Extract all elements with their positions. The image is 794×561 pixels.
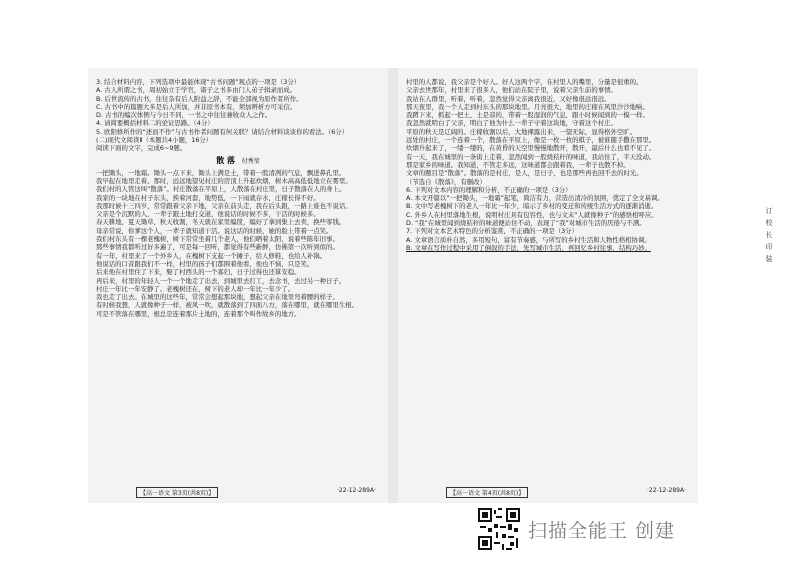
option-line: C. 古书中的篇题大多是后人所加，并非原书本有，须加辨析方可采信。: [96, 102, 297, 111]
right-page-number: 【高一语文 第4页(共8页)】: [446, 487, 528, 498]
qr-code-icon: [478, 508, 520, 550]
question-line: 5. 欧阳修所作的“述而不作”与古书作者问题有何关联？请结合材料谈谈你的看法。（6分）: [96, 127, 349, 136]
body-line: 有一天，我在城里的一条街上走着，忽然闻到一股烧秸秆的味道，我站住了，半天没动。: [406, 152, 656, 161]
body-line: 有时候我想，人就像种子一样，被风一吹，就散落到了四面八方，落在哪里，就在哪里生根。: [96, 301, 359, 310]
scanned-spread: [88, 68, 698, 503]
body-line: 他说话的口音跟我们不一样，村里的孩子们都围着他看，他也不恼，只是笑。: [96, 259, 314, 268]
option-line: D. “我”在城里闻到烧秸秆的味道便站住不动，表现了“我”对城市生活的厌倦与不满。: [406, 219, 646, 228]
body-line: 可是不管落在哪里，根总是连着那片土地的，连着那个叫作故乡的地方。: [96, 309, 301, 318]
source-note: （节选自《散落》，有删改）: [406, 177, 486, 186]
sidebar-char: 印: [765, 243, 773, 251]
question-line: 4. 请简要概括材料二的论证思路。（4分）: [96, 119, 214, 128]
question-line: 7. 下列对文本艺术特色的分析鉴赏，不正确的一项是（3分）: [406, 227, 578, 236]
left-page-code: ·22-12-289A·: [337, 487, 376, 494]
binding-sidebar: [762, 205, 776, 265]
body-line: 那是家乡的味道。我知道，不管走多远，这味道都会跟着我，一辈子也散不掉。: [406, 160, 630, 169]
option-line: B. 后世流传的古书，往往杂有后人附益之辞，不能全部视为原作者所作。: [96, 94, 303, 103]
right-page-code: ·22-12-289A·: [647, 487, 686, 494]
scanner-watermark: 扫描全能王 创建: [528, 520, 676, 542]
question-line: 3. 结合材料内容，下列选项中最能体现“古书问题”观点的一项是（3分）: [96, 78, 301, 86]
body-line: 村里的人都说，我父亲是个好人。好人这两个字，在村里人的嘴里，分量是很重的。: [406, 78, 643, 86]
body-line: 我忽然就明白了父亲，明白了他为什么一辈子守着这块地，守着这个村庄。: [406, 119, 617, 128]
option-line: A. 本文开篇以“一把锄头，一地霜”起笔，简洁有力，营造出清冷的氛围，奠定了全文基调。: [406, 194, 664, 203]
section-heading: (二)现代文阅读Ⅱ（本题共4小题，16分）: [96, 136, 213, 145]
body-line: 我们村的人管这叫“散落”。村庄散落在平原上，人散落在村庄里，日子散落在人的身上。: [96, 185, 346, 194]
page-gutter: [388, 68, 398, 503]
option-line: C. 外乡人在村里落地生根，说明村庄具有包容性，也与文末“人就像种子”的感悟相呼应。: [406, 210, 658, 219]
option-line: B. 文章在写作过程中采用了倒叙的手法，先写城市生活，再回忆乡村往事，结构巧妙。: [406, 243, 651, 252]
sidebar-char: 校: [765, 219, 773, 227]
right-page-text: [406, 78, 690, 252]
body-line: 我们村东头有一棵老槐树，树下常常坐着几个老人，他们晒着太阳，说着些陈年旧事。: [96, 235, 339, 244]
option-line: D. 古书的编次体例与今日不同，一书之中往往兼收众人之作。: [96, 111, 272, 120]
body-line: 那天夜里，我一个人走到村东头的那块地里。月亮很大，地里的庄稼在风里沙沙地响。: [406, 102, 649, 111]
body-line: 我也走了出去。在城里的这些年，常常会想起那块地，想起父亲在地里弯着腰的样子。: [96, 293, 339, 302]
essay-title-text: 散 落: [216, 155, 235, 165]
option-line: A. 古人所谓之书，周初始立于学官，诸子之书多由门人弟子辑录而成。: [96, 86, 297, 95]
body-line: 母亲常说，你爹这个人，一辈子就知道干活。说这话的时候，她的脸上带着一点笑。: [96, 226, 333, 235]
body-line: 平原的秋天是辽阔的。庄稼收割以后，大地裸露出来，一望无际，显得格外空旷。: [406, 127, 637, 136]
body-line: 我家的一块地在村子东头，挨着河套，地势低，一下雨就存水，庄稼长得不好。: [96, 193, 320, 202]
body-line: 炊烟升起来了，一缕一缕的，在黄昏的天空里慢慢地散开，散开，最后什么也看不见了。: [406, 144, 656, 153]
body-line: 后来他在村里住了下来，娶了村西头的一个寡妇，日子过得也还算安稳。: [96, 268, 301, 277]
sidebar-char: 长: [765, 231, 773, 239]
body-line: 我那时候十三四岁，常常跟着父亲下地，父亲在前头走，我在后头跟，一路上谁也不说话。: [96, 201, 352, 210]
body-line: 有一年，村里来了一个外乡人，在槐树下支起一个摊子，给人修鞋，也给人补锅。: [96, 251, 327, 260]
left-page-footer: [96, 487, 380, 499]
option-line: B. 文中写老槐树下的老人一年比一年少，暗示了乡村的变迁和传统生活方式的逐渐消逝。: [406, 202, 658, 211]
body-line: 父亲是个沉默的人，一辈子跟土地打交道，他说话的时候不多，干活的时候多。: [96, 210, 320, 219]
body-line: 一把锄头，一地霜。锄头一点下来，锄头上满是土，带着一股清冽的气息，飘进鼻孔里。: [96, 168, 346, 177]
sidebar-char: 订: [765, 207, 773, 215]
sidebar-char: 装: [765, 255, 773, 263]
body-line: 我蹲下来，抓起一把土，土是凉的，带着一股湿润的气息，跟小时候闻到的一模一样。: [406, 111, 649, 120]
option-line: A. 文章语言质朴自然，多用短句，富有节奏感，与所写的乡村生活和人物性格相协调。: [406, 235, 651, 244]
left-page-number: 【高一语文 第3页(共8页)】: [136, 487, 218, 498]
body-line: 我早起在地里走着。那时，远远地望见村庄的房顶上升起炊烟，树木高高低低地立在雾里。: [96, 176, 352, 185]
body-line: 那些事情我都听过好多遍了，可是每一回听，都觉得有些新鲜，仿佛第一次听到似的。: [96, 243, 339, 252]
body-line: 父亲去世那年，村里来了很多人，他们站在院子里，说着父亲生前的事情。: [406, 86, 617, 95]
essay-title: [96, 155, 380, 166]
body-line: 村庄一年比一年安静了。老槐树还在，树下的老人却一年比一年少了。: [96, 284, 295, 293]
body-line: 文章的题目是“散落”。散落的是村庄，是人，是日子，也是那些再也回不去的时光。: [406, 169, 643, 178]
left-page: [88, 68, 388, 503]
body-line: 远处的村庄，一个连着一个，散落在平原上，像是一枚一枚的棋子，被谁随手撒在那里。: [406, 136, 656, 145]
body-line: 春天耕地，夏天锄草，秋天收割，冬天就在家里编筐，编好了拿到集上去卖，换些零钱。: [96, 218, 346, 227]
body-line: 再后来，村里的年轻人一个一个地走了出去，到城里去打工，去念书，去过另一种日子。: [96, 276, 346, 285]
right-page: [398, 68, 698, 503]
instruction-line: 阅读下面的文字，完成6~9题。: [96, 144, 187, 153]
essay-author: 付秀莹: [241, 157, 260, 165]
question-line: 6. 下列对文本内容的理解和分析，不正确的一项是（3分）: [406, 185, 572, 194]
left-page-text: [96, 78, 380, 318]
body-line: 我站在人群里，听着，听着，忽然觉得父亲离我很近，又好像很远很远。: [406, 94, 611, 103]
right-page-footer: [406, 487, 690, 499]
